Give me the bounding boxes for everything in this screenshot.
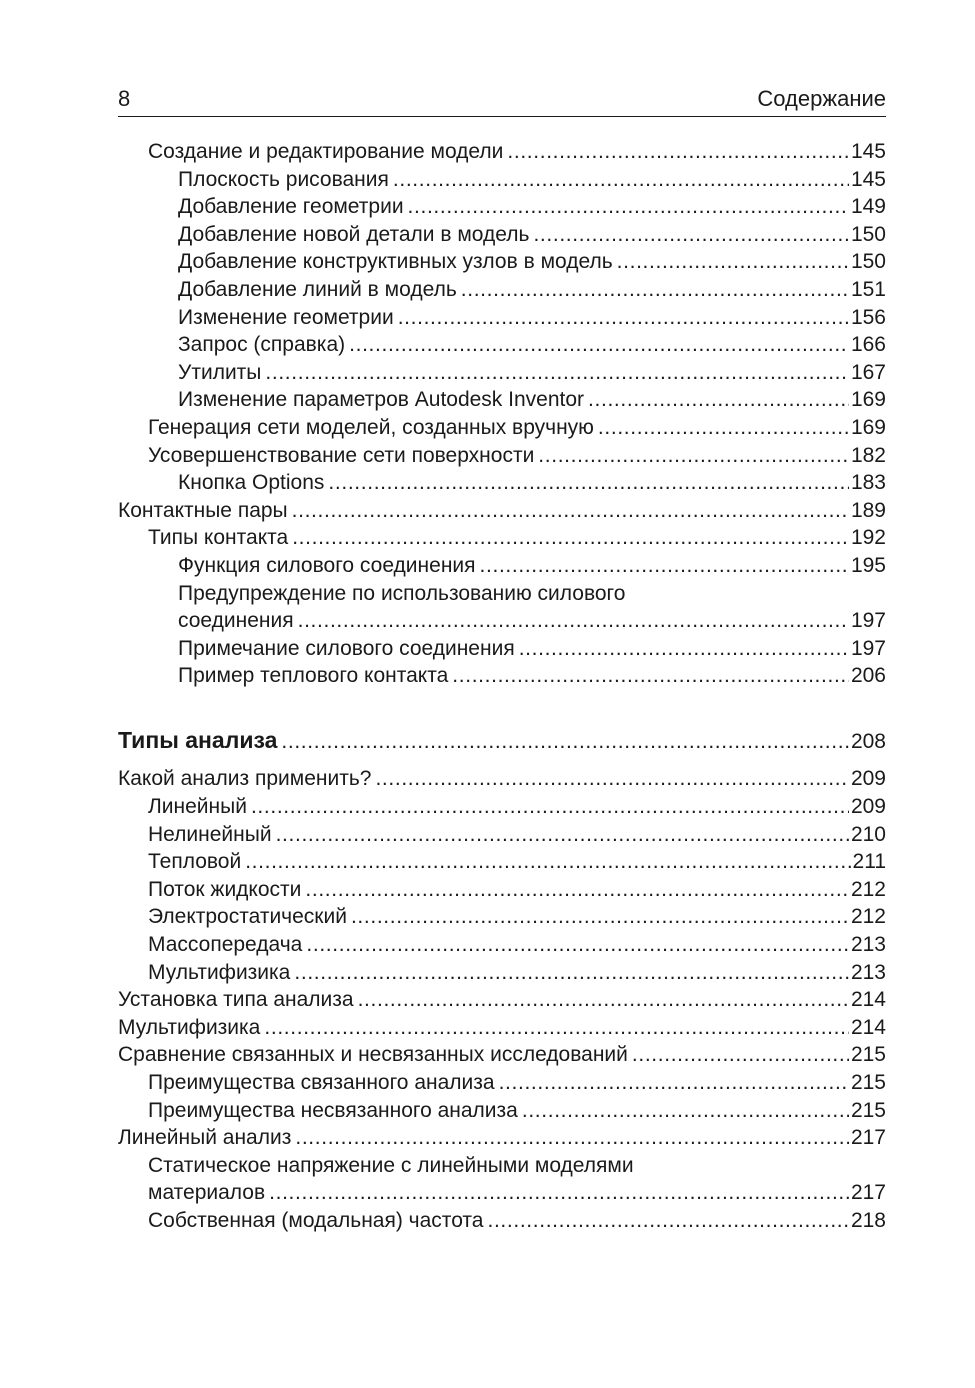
running-title: Содержание	[757, 86, 886, 111]
toc-entry-title: Контактные пары	[118, 498, 288, 522]
dot-leader	[507, 138, 849, 166]
page-number: 8	[118, 86, 131, 111]
toc-entry-page-number: 217	[850, 1126, 886, 1150]
dot-leader	[461, 276, 849, 304]
toc-entry[interactable]	[118, 442, 886, 470]
toc-entry-title: Преимущества связанного анализа	[148, 1071, 495, 1094]
toc-entry-title: Добавление геометрии	[178, 195, 404, 219]
dot-leader	[522, 1097, 849, 1125]
toc-entry[interactable]	[118, 903, 886, 931]
dot-leader	[265, 359, 849, 387]
toc-entry[interactable]	[118, 552, 886, 580]
toc-entry-title: Генерация сети моделей, созданных вручную	[148, 415, 594, 439]
toc-entry-title: Добавление новой детали в модель	[178, 222, 530, 246]
toc-entry-page-number: 197	[850, 636, 886, 660]
toc-entry-page-number: 145	[850, 167, 886, 191]
toc-entry[interactable]	[118, 221, 886, 249]
toc-entry[interactable]	[118, 821, 886, 849]
toc-entry-page-number: 166	[850, 333, 886, 357]
dot-leader	[487, 1207, 848, 1235]
dot-leader	[375, 765, 849, 793]
toc-entry[interactable]	[118, 986, 886, 1014]
toc-entry-page-number: 197	[850, 609, 886, 633]
dot-leader	[533, 221, 849, 249]
toc-entry[interactable]	[118, 1097, 886, 1125]
toc-entry-page-number: 209	[850, 795, 886, 819]
toc-entry-title: Нелинейный	[148, 822, 272, 846]
dot-leader	[281, 728, 849, 756]
toc-entry[interactable]	[118, 1152, 886, 1207]
toc-entry-title: Сравнение связанных и несвязанных исследований	[118, 1043, 628, 1067]
toc-entry-page-number: 150	[850, 250, 886, 274]
toc-entry-page-number: 212	[850, 905, 886, 929]
dot-leader	[480, 552, 849, 580]
toc-entry[interactable]	[118, 331, 886, 359]
toc-entry-title: Тепловой	[148, 850, 242, 874]
toc-entry-title: Установка типа анализа	[118, 988, 354, 1012]
dot-leader	[264, 1014, 849, 1042]
toc-chapter-entry[interactable]	[118, 727, 886, 756]
toc-entry-page-number: 213	[850, 960, 886, 984]
toc-entry[interactable]	[118, 304, 886, 332]
dot-leader	[452, 662, 849, 690]
dot-leader	[305, 876, 849, 904]
dot-leader	[292, 497, 849, 525]
dot-leader	[294, 959, 849, 987]
toc-entry-title: Изменение геометрии	[178, 305, 394, 329]
toc-entry-title: Собственная (модальная) частота	[148, 1208, 484, 1232]
dot-leader	[499, 1069, 849, 1097]
dot-leader	[358, 986, 849, 1014]
toc-entry[interactable]	[118, 1207, 886, 1235]
toc-entry[interactable]	[118, 848, 886, 876]
dot-leader	[292, 524, 849, 552]
toc-entry-page-number: 215	[850, 1098, 886, 1122]
toc-entry-title: Мультифизика	[148, 960, 291, 984]
toc-entry-title: Утилиты	[178, 360, 262, 384]
toc-entry-title: Примечание силового соединения	[178, 636, 515, 660]
toc-entry[interactable]	[118, 1069, 886, 1097]
toc-entry-title: Добавление линий в модель	[178, 277, 457, 301]
toc-entry-page-number: 169	[850, 388, 886, 412]
toc-entry-page-number: 215	[850, 1043, 886, 1067]
toc-entry-page-number: 217	[850, 1181, 886, 1205]
toc-entry-page-number: 215	[850, 1071, 886, 1094]
toc-entry-title: Поток жидкости	[148, 877, 302, 901]
toc-entry-title: Запрос (справка)	[178, 333, 346, 357]
toc-entry[interactable]	[118, 1041, 886, 1069]
toc-entry[interactable]	[118, 386, 886, 414]
toc-entry[interactable]	[118, 193, 886, 221]
toc-entry-page-number: 151	[850, 277, 886, 301]
toc-entry-page-number: 156	[850, 305, 886, 329]
toc-entry-title: соединения	[178, 609, 294, 633]
toc-entry-page-number: 169	[850, 415, 886, 439]
toc-entry[interactable]	[118, 248, 886, 276]
toc-entry[interactable]	[118, 662, 886, 690]
toc-entry-page-number: 195	[850, 553, 886, 577]
toc-entry[interactable]	[118, 138, 886, 166]
toc-entry-page-number: 182	[850, 443, 886, 467]
toc-entry-title: Усовершенствование сети поверхности	[148, 443, 535, 467]
toc-entry-title: Какой анализ применить?	[118, 767, 372, 791]
dot-leader	[588, 386, 849, 414]
toc-entry-page-number: 214	[850, 1015, 886, 1039]
toc-entry[interactable]	[118, 166, 886, 194]
toc-entry-page-number: 183	[850, 471, 886, 495]
table-of-contents	[118, 138, 886, 1235]
toc-entry[interactable]	[118, 793, 886, 821]
dot-leader	[349, 331, 849, 359]
toc-entry[interactable]	[118, 580, 886, 635]
toc-entry[interactable]	[118, 497, 886, 525]
toc-entry-title: Преимущества несвязанного анализа	[148, 1098, 518, 1122]
dot-leader	[538, 442, 849, 470]
toc-entry-page-number: 211	[852, 850, 886, 874]
toc-entry-page-number: 210	[850, 822, 886, 846]
toc-entry-title: Линейный	[148, 795, 247, 819]
dot-leader	[398, 304, 849, 332]
toc-entry-title: материалов	[148, 1181, 266, 1205]
toc-entry-title: Линейный анализ	[118, 1126, 292, 1150]
toc-entry-title: Электростатический	[148, 905, 347, 929]
toc-entry-title: Типы контакта	[148, 526, 289, 550]
toc-entry-page-number: 150	[850, 222, 886, 246]
toc-entry[interactable]	[118, 276, 886, 304]
toc-entry[interactable]	[118, 469, 886, 497]
toc-entry-page-number: 149	[850, 195, 886, 219]
dot-leader	[251, 793, 849, 821]
toc-entry-title: Кнопка Options	[178, 471, 325, 495]
page-header	[118, 84, 886, 117]
dot-leader	[351, 903, 849, 931]
dot-leader	[295, 1124, 849, 1152]
toc-entry-page-number: 212	[850, 877, 886, 901]
toc-entry-page-number: 209	[850, 767, 886, 791]
toc-entry[interactable]	[118, 414, 886, 442]
toc-entry-page-number: 167	[850, 360, 886, 384]
dot-leader	[269, 1179, 849, 1207]
dot-leader	[328, 469, 849, 497]
toc-entry[interactable]	[118, 959, 886, 987]
toc-entry-title-first-line: Статическое напряжение с линейными моделями	[148, 1153, 634, 1177]
toc-entry-page-number: 206	[850, 664, 886, 688]
toc-entry[interactable]	[118, 524, 886, 552]
toc-entry[interactable]	[118, 635, 886, 663]
dot-leader	[245, 848, 850, 876]
toc-entry-page-number: 189	[850, 498, 886, 522]
toc-entry-title: Изменение параметров Autodesk Inventor	[178, 388, 585, 412]
toc-entry[interactable]	[118, 931, 886, 959]
toc-entry-title: Плоскость рисования	[178, 167, 389, 191]
dot-leader	[632, 1041, 849, 1069]
toc-entry[interactable]	[118, 1124, 886, 1152]
toc-entry-title-first-line: Предупреждение по использованию силового	[178, 581, 626, 605]
toc-entry-title: Функция силового соединения	[178, 553, 476, 577]
dot-leader	[598, 414, 849, 442]
dot-leader	[408, 193, 849, 221]
toc-entry-page-number: 214	[850, 988, 886, 1012]
dot-leader	[276, 821, 849, 849]
toc-entry-page-number: 208	[850, 729, 886, 753]
toc-entry-title: Типы анализа	[118, 726, 278, 753]
dot-leader	[519, 635, 849, 663]
toc-entry-title: Пример теплового контакта	[178, 664, 449, 688]
toc-entry-title: Массопередача	[148, 933, 303, 957]
toc-entry[interactable]	[118, 876, 886, 904]
toc-entry-title: Добавление конструктивных узлов в модель	[178, 250, 613, 274]
toc-entry-title: Создание и редактирование модели	[148, 140, 504, 163]
dot-leader	[393, 166, 849, 194]
toc-entry-page-number: 145	[850, 140, 886, 163]
toc-entry[interactable]	[118, 1014, 886, 1042]
toc-entry-title: Мультифизика	[118, 1015, 261, 1039]
toc-entry[interactable]	[118, 359, 886, 387]
toc-entry-page-number: 192	[850, 526, 886, 550]
dot-leader	[306, 931, 849, 959]
toc-entry-page-number: 213	[850, 933, 886, 957]
dot-leader	[298, 607, 849, 635]
toc-entry-page-number: 218	[850, 1208, 886, 1232]
dot-leader	[617, 248, 849, 276]
toc-entry[interactable]	[118, 765, 886, 793]
